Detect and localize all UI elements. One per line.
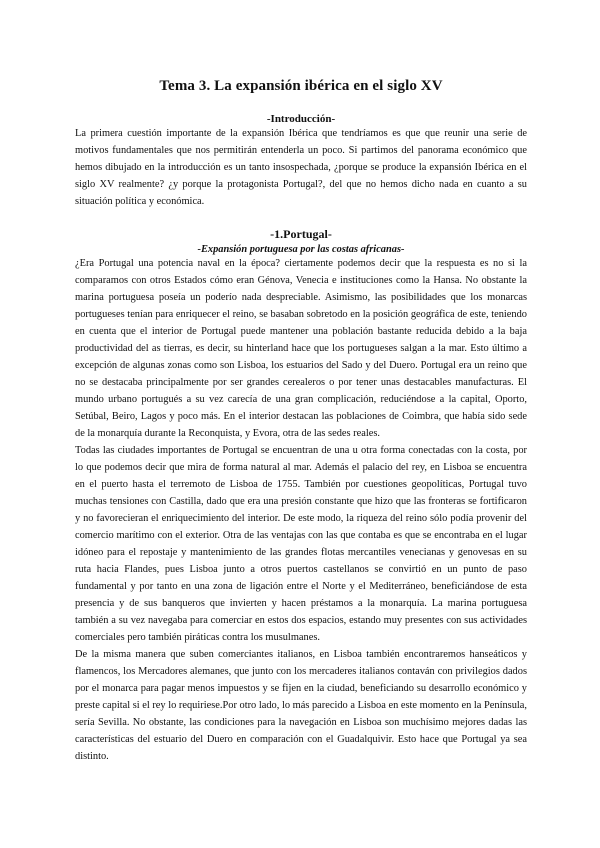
body-paragraph-3: De la misma manera que suben comerciantes italianos, en Lisboa también encontraremos hanseáticos y flamencos, los Mercadores alemanes, que junto con los mercaderes italianos contaván con privilegios dados por el monarca para pagar menos impuestos y se fijen en la ciudad, beneficiando su desarrollo económico y preste capital si el rey lo requiriese.Por otro lado, lo más parecido a Lisboa en este momento en la Península, sería Sevilla. No obstante, las condiciones para la navegación en Lisboa son muchísimo mejores dadas las características del estuario del Duero en comparación con el Guadalquivir. Esto hace que Portugal ya sea distinto. bbox=[75, 649, 527, 762]
body-paragraph-2: Todas las ciudades importantes de Portugal se encuentran de una u otra forma conectadas con la costa, por lo que podemos decir que mira de forma natural al mar. Además el palacio del rey, en Lisboa se encuentra en el puerto hasta el terremoto de Lisboa de 1755. También por cuestiones geopolíticas, Portugal tuvo muchas tensiones con Castilla, dado que era una presión constante que hizo que las fronteras se fortificaron y no favorecieran el enriquecimiento del interior. De este modo, la riqueza del reino sólo podía provenir del comercio marítimo con el exterior. Otra de las ventajas con las que contaba es que se encontraba en el lugar idóneo para el repostaje y mantenimiento de las grandes flotas mercantiles venecianas y genovesas en su ruta hacia Flandes, pues Lisboa junto a otros puertos castellanos se convirtió en un punto de paso fundamental y por tanto en una zona de ligación entre el Norte y el Mediterráneo, beneficiándose de esta presencia y de sus banqueros que invierten y hacen préstamos a la monarquía. La marina portuguesa también a su vez navegaba para comerciar en estos dos espacios, estando muy presentes con sus actividades comerciales pero también piráticas contra los musulmanes. bbox=[75, 445, 527, 643]
section-subheading: -Expansión portuguesa por las costas africanas- bbox=[197, 244, 405, 255]
document-title: Tema 3. La expansión ibérica en el siglo XV bbox=[159, 78, 443, 94]
intro-paragraph: La primera cuestión importante de la expansión Ibérica que tendríamos es que que reunir una serie de motivos fundamentales que nos permitirán entenderla un poco. Si partimos del panorama económico que hemos dibujado en la introducción es un tanto insospechada, ¿porque se produce la expansión Ibérica en el siglo XV realmente? ¿y porque la protagonista Portugal?, del que no hemos dicho nada en cuanto a su situación política y económica. bbox=[75, 128, 527, 207]
intro-heading: -Introducción- bbox=[266, 113, 336, 125]
section-heading-portugal: -1.Portugal- bbox=[270, 227, 332, 241]
body-paragraph-1: ¿Era Portugal una potencia naval en la época? ciertamente podemos decir que la respuesta es no si la comparamos con otros Estados cómo eran Génova, Venecia e instituciones como la Hansa. No obstante la marina portuguesa poseía un poderío nada despreciable. Asimismo, las posibilidades que los monarcas portugueses tenían para enriquecer el reino, se basaban sobretodo en la posición geográfica de este, teniendo en cuenta que el interior de Portugal puede mantener una población bastante reducida debido a la baja productividad del as tierras, es decir, su hinterland hace que los portugueses salgan a la mar. Esto último a excepción de algunas zonas como son Lisboa, los estuarios del Sado y del Duero. Portugal era un reino que no se destacaba principalmente por ser grandes cerealeros o por tener unas destacables manufacturas. El mundo urbano portugués a su vez carecía de una gran complicación, reduciéndose a la capital, Oporto, Setúbal, Beiro, Lagos y poco más. En el interior destacan las poblaciones de Coimbra, que había sido sede de la monarquía durante la Reconquista, y Evora, otra de las sedes reales. bbox=[75, 258, 527, 439]
